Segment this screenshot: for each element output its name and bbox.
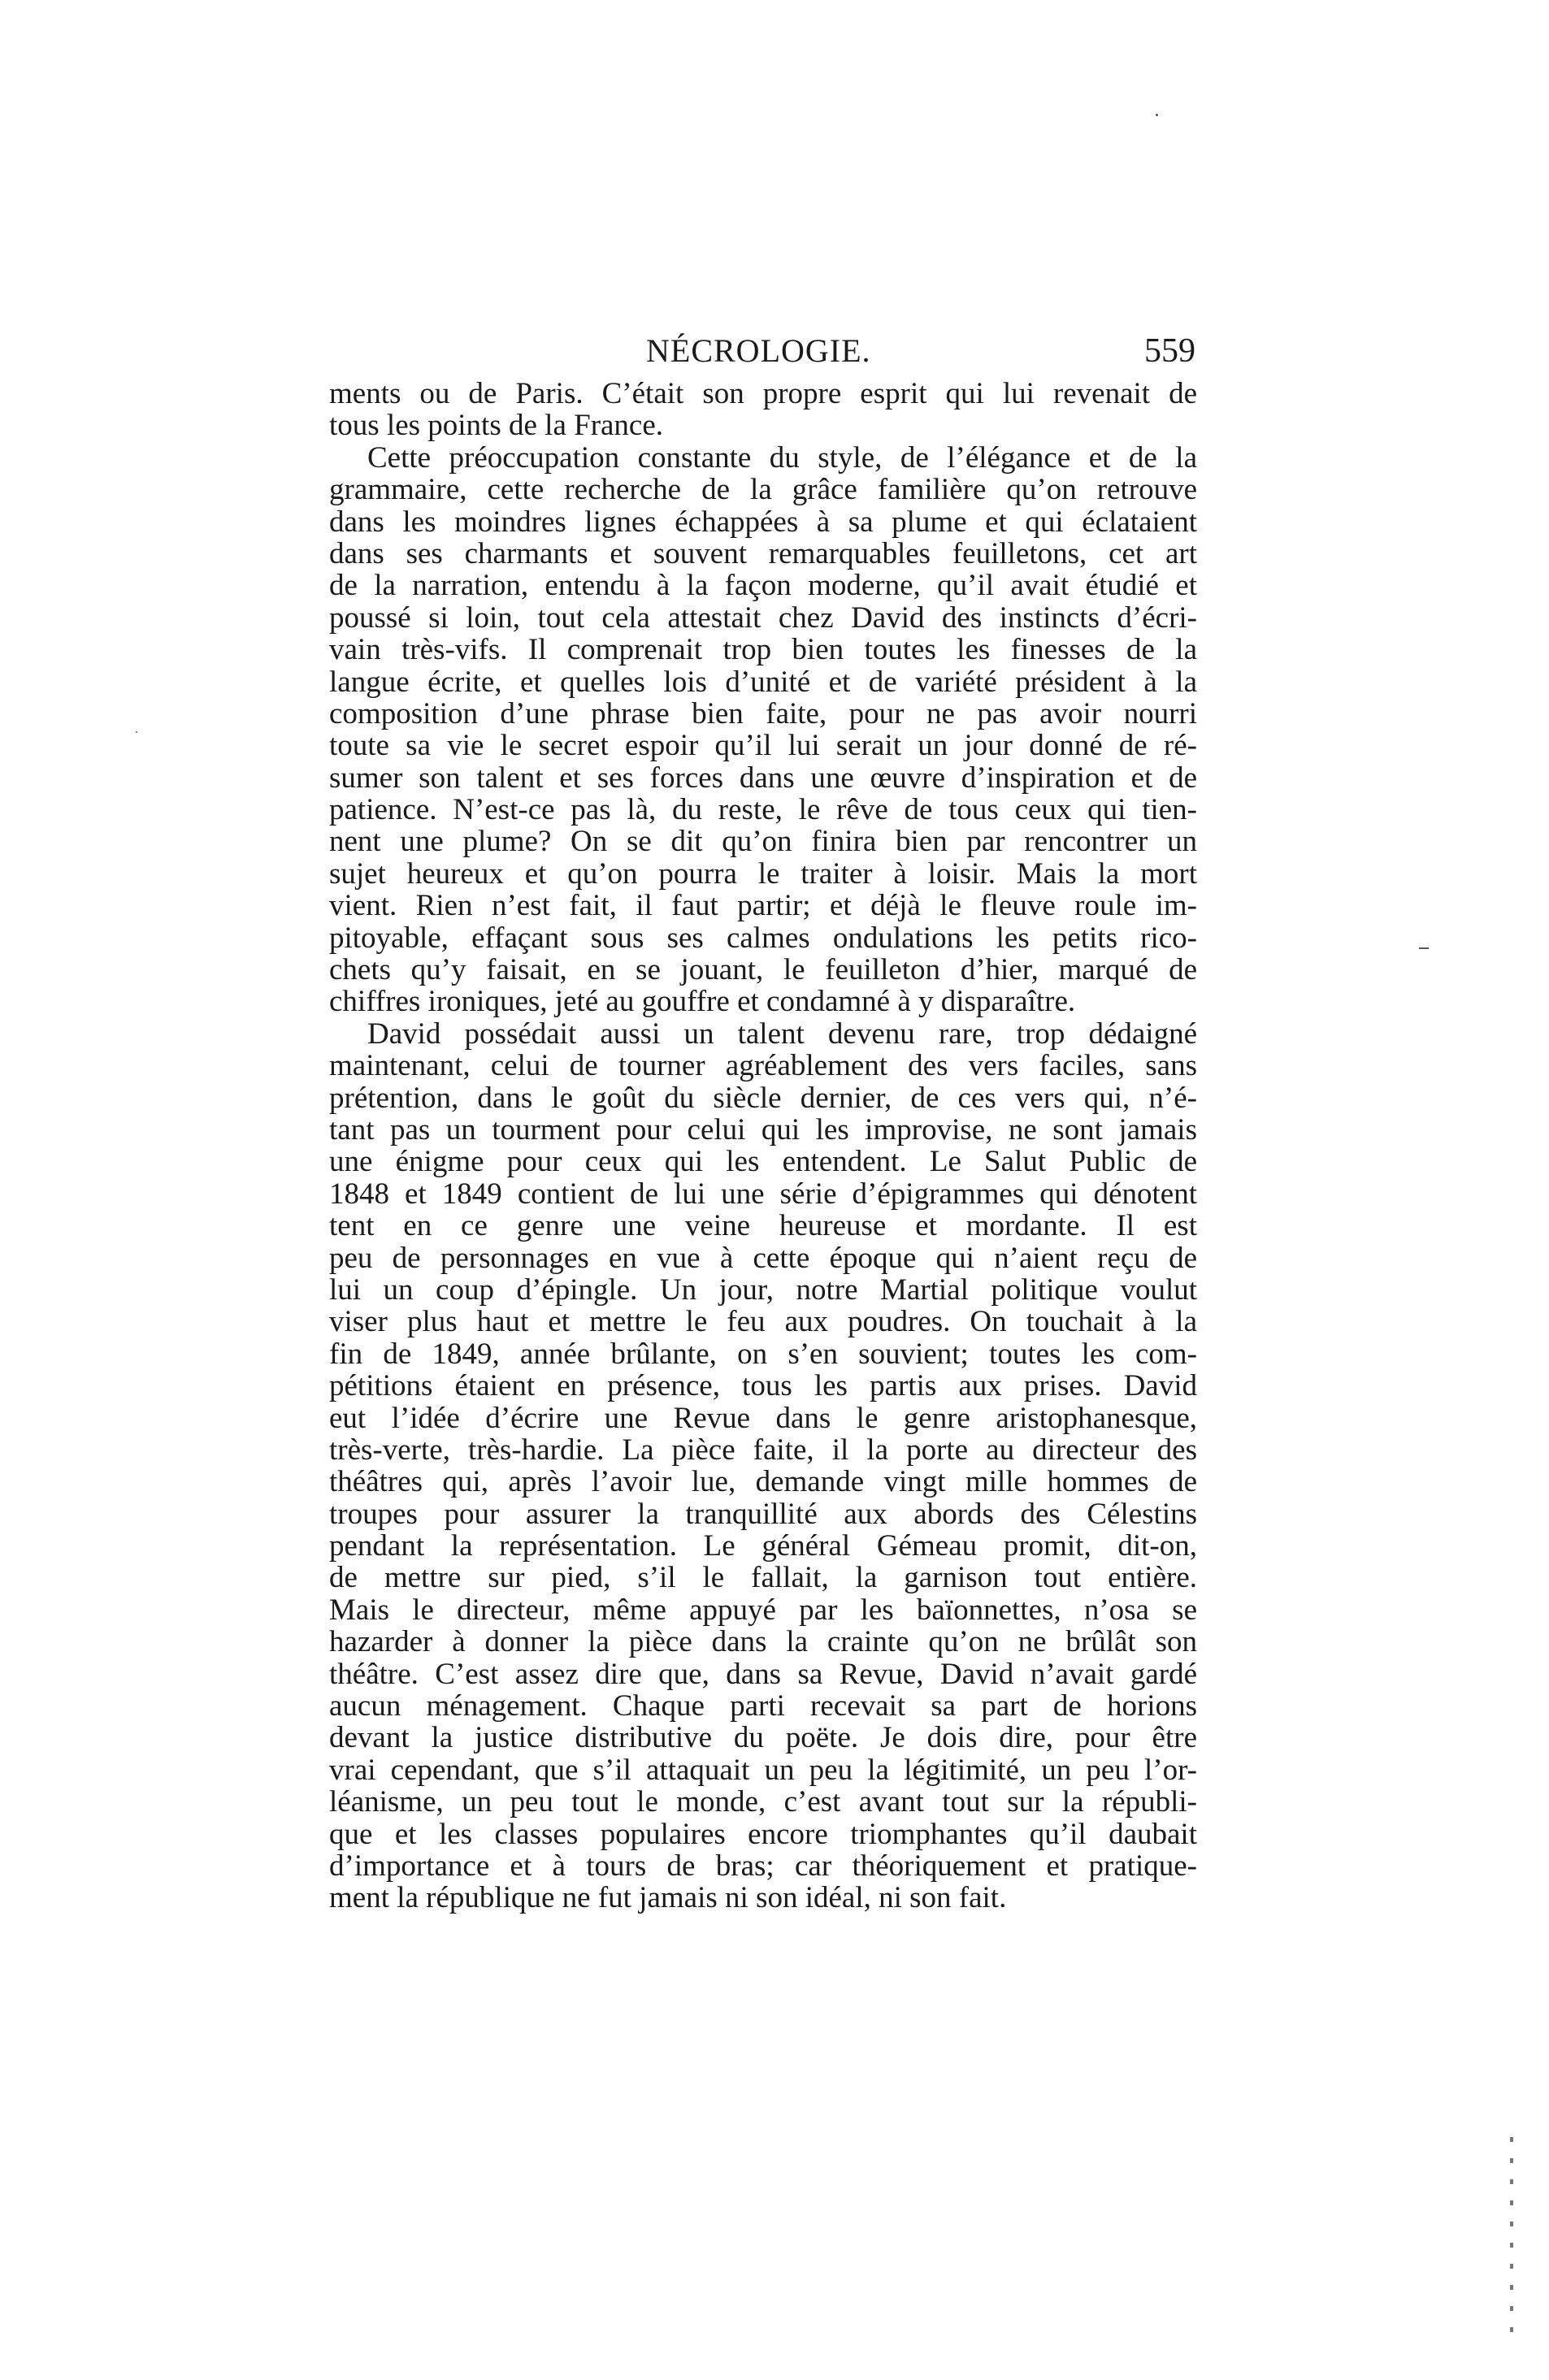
text-line: d’importance et à tours de bras; car théoriquement et pratique- (329, 1849, 1197, 1883)
text-line: devant la justice distributive du poëte. Je dois dire, pour être (329, 1721, 1197, 1755)
text-line: vain très-vifs. Il comprenait trop bien toutes les finesses de la (329, 633, 1197, 667)
text-line: léanisme, un peu tout le monde, c’est avant tout sur la républi- (329, 1785, 1197, 1819)
text-line: hazarder à donner la pièce dans la crainte qu’on ne brûlât son (329, 1625, 1197, 1659)
paper-speck (136, 731, 137, 733)
text-line: nent une plume? On se dit qu’on finira bien par rencontrer un (329, 825, 1197, 859)
text-line: patience. N’est-ce pas là, du reste, le rêve de tous ceux qui tien- (329, 793, 1197, 827)
text-line: 1848 et 1849 contient de lui une série d’épigrammes qui dénotent (329, 1177, 1197, 1211)
page-number: 559 (1144, 332, 1195, 370)
margin-mark (1419, 947, 1429, 949)
text-line: de mettre sur pied, s’il le fallait, la garnison tout entière. (329, 1561, 1197, 1595)
text-line: chiffres ironiques, jeté au gouffre et condamné à y disparaître. (329, 985, 1076, 1019)
text-line: sujet heureux et qu’on pourra le traiter à loisir. Mais la mort (329, 856, 1197, 891)
text-line: vrai cependant, que s’il attaquait un peu la légitimité, un peu l’or- (329, 1753, 1197, 1787)
text-line: David possédait aussi un talent devenu rare, trop dédaigné (367, 1017, 1197, 1051)
text-line: langue écrite, et quelles lois d’unité et de variété président à la (329, 665, 1197, 699)
text-line: Cette préoccupation constante du style, de l’élégance et de la (367, 440, 1197, 475)
text-line: pétitions étaient en présence, tous les partis aux prises. David (329, 1369, 1197, 1403)
text-line: que et les classes populaires encore triomphantes qu’il daubait (329, 1817, 1197, 1851)
text-line: Mais le directeur, même appuyé par les baïonnettes, n’osa se (329, 1593, 1197, 1627)
text-line: tous les points de la France. (329, 409, 664, 443)
text-line: tent en ce genre une veine heureuse et mordante. Il est (329, 1209, 1197, 1243)
text-line: maintenant, celui de tourner agréablement des vers faciles, sans (329, 1049, 1197, 1083)
text-line: composition d’une phrase bien faite, pour ne pas avoir nourri (329, 696, 1197, 730)
text-line: viser plus haut et mettre le feu aux poudres. On touchait à la (329, 1305, 1197, 1339)
text-line: poussé si loin, tout cela attestait chez David des instincts d’écri- (329, 600, 1197, 635)
text-line: prétention, dans le goût du siècle dernier, de ces vers qui, n’é- (329, 1081, 1197, 1115)
text-line: dans ses charmants et souvent remarquables feuilletons, cet art (329, 536, 1197, 570)
text-line: une énigme pour ceux qui les entendent. Le Salut Public de (329, 1145, 1197, 1179)
text-line: pitoyable, effaçant sous ses calmes ondulations les petits rico- (329, 921, 1197, 955)
text-line: pendant la représentation. Le général Gémeau promit, dit-on, (329, 1529, 1197, 1563)
running-title: NÉCROLOGIE. (646, 332, 871, 369)
text-line: ment la république ne fut jamais ni son idéal, ni son fait. (329, 1881, 1007, 1915)
text-line: très-verte, très-hardie. La pièce faite, il la porte au directeur des (329, 1433, 1197, 1467)
body-text (329, 378, 1197, 1914)
text-line: tant pas un tourment pour celui qui les improvise, ne sont jamais (329, 1112, 1197, 1147)
text-line: fin de 1849, année brûlante, on s’en souvient; toutes les com- (329, 1337, 1197, 1371)
text-line: ments ou de Paris. C’était son propre esprit qui lui revenait de (329, 377, 1197, 410)
text-line: peu de personnages en vue à cette époque qui n’aient reçu de (329, 1241, 1197, 1275)
text-line: aucun ménagement. Chaque parti recevait sa part de horions (329, 1689, 1197, 1723)
text-line: sumer son talent et ses forces dans une œuvre d’inspiration et de (329, 761, 1197, 795)
text-line: toute sa vie le secret espoir qu’il lui serait un jour donné de ré- (329, 729, 1197, 763)
text-line: chets qu’y faisait, en se jouant, le feuilleton d’hier, marqué de (329, 953, 1197, 987)
text-line: troupes pour assurer la tranquillité aux abords des Célestins (329, 1497, 1197, 1531)
page-header (329, 332, 1195, 380)
paper-speck (1156, 114, 1158, 116)
text-line: dans les moindres lignes échappées à sa plume et qui éclataient (329, 505, 1197, 539)
text-line: eut l’idée d’écrire une Revue dans le genre aristophanesque, (329, 1401, 1197, 1435)
text-line: théâtres qui, après l’avoir lue, demande vingt mille hommes de (329, 1465, 1197, 1499)
text-line: de la narration, entendu à la façon moderne, qu’il avait étudié et (329, 569, 1197, 603)
text-line: théâtre. C’est assez dire que, dans sa Revue, David n’avait gardé (329, 1657, 1197, 1691)
scan-edge-artifact (1510, 2137, 1513, 2348)
text-line: lui un coup d’épingle. Un jour, notre Martial politique voulut (329, 1272, 1197, 1307)
text-line: grammaire, cette recherche de la grâce familière qu’on retrouve (329, 473, 1197, 507)
text-line: vient. Rien n’est fait, il faut partir; et déjà le fleuve roule im- (329, 889, 1197, 923)
